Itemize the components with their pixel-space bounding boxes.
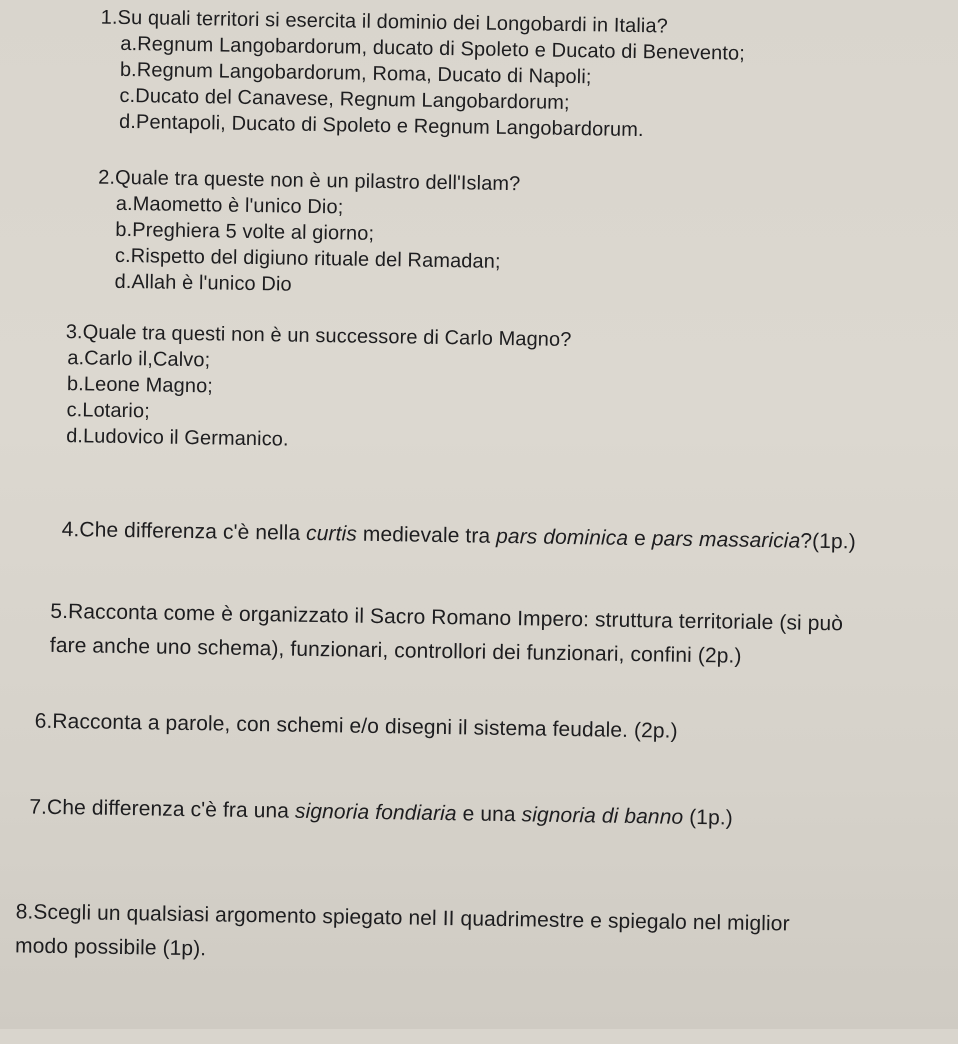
question-2: [96, 165, 520, 302]
question-8-line-2: modo possibile (1p).: [14, 934, 207, 961]
question-6: [34, 705, 678, 749]
question-4-term-pars-massaricia: pars massaricia: [651, 527, 801, 553]
question-7-term-signoria-fondiaria: signoria fondiaria: [294, 799, 457, 826]
question-2-option-c: c.Rispetto del digiuno rituale del Ramadan;: [114, 244, 501, 273]
question-3-option-b: b.Leone Magno;: [66, 373, 214, 398]
question-2-option-d: d.Allah è l'unico Dio: [114, 270, 292, 296]
question-2-text: 2.Quale tra queste non è un pilastro dell'Islam?: [98, 166, 521, 196]
question-4-text-3: e: [627, 526, 652, 551]
question-1-option-c: c.Ducato del Canavese, Regnum Langobardorum;: [119, 84, 570, 114]
question-1: [99, 5, 746, 145]
question-4-term-pars-dominica: pars dominica: [495, 524, 629, 550]
question-4: [61, 513, 856, 559]
question-7-text-1: 7.Che differenza c'è fra una: [29, 795, 296, 823]
question-7: [29, 791, 733, 836]
question-7-term-signoria-di-banno: signoria di banno: [521, 803, 684, 829]
question-5-line-1: 5.Racconta come è organizzato il Sacro Romano Impero: struttura territoriale (si può: [50, 599, 844, 636]
question-5-line-2: fare anche uno schema), funzionari, controllori dei funzionari, confini (2p.): [49, 633, 742, 668]
question-5: [50, 595, 844, 675]
question-4-term-curtis: curtis: [305, 521, 358, 546]
question-4-text-4: ?(1p.): [800, 529, 856, 554]
question-1-option-b: b.Regnum Langobardorum, Roma, Ducato di Napoli;: [119, 58, 592, 89]
question-1-option-d: d.Pentapoli, Ducato di Spoleto e Regnum Langobardorum.: [118, 110, 644, 142]
question-3-option-d: d.Ludovico il Germanico.: [65, 425, 289, 451]
question-3: [64, 319, 572, 457]
question-3-option-a: a.Carlo il,Calvo;: [67, 347, 211, 372]
question-3-text: 3.Quale tra questi non è un successore di Carlo Magno?: [65, 321, 572, 352]
question-2-option-a: a.Maometto è l'unico Dio;: [115, 192, 344, 219]
question-7-text-2: e una: [456, 802, 522, 827]
question-1-option-a: a.Regnum Langobardorum, ducato di Spoleto e Ducato di Benevento;: [120, 32, 746, 65]
question-1-text: 1.Su quali territori si esercita il dominio dei Longobardi in Italia?: [100, 6, 669, 38]
question-4-text-1: 4.Che differenza c'è nella: [61, 518, 307, 545]
question-2-option-b: b.Preghiera 5 volte al giorno;: [115, 218, 375, 245]
question-6-text: 6.Racconta a parole, con schemi e/o disegni il sistema feudale. (2p.): [34, 709, 678, 743]
question-3-option-c: c.Lotario;: [66, 399, 150, 423]
question-7-text-3: (1p.): [683, 805, 734, 830]
question-8: [15, 895, 790, 975]
question-8-line-1: 8.Scegli un qualsiasi argomento spiegato nel II quadrimestre e spiegalo nel miglior: [15, 900, 790, 936]
question-4-text-2: medievale tra: [356, 522, 497, 548]
